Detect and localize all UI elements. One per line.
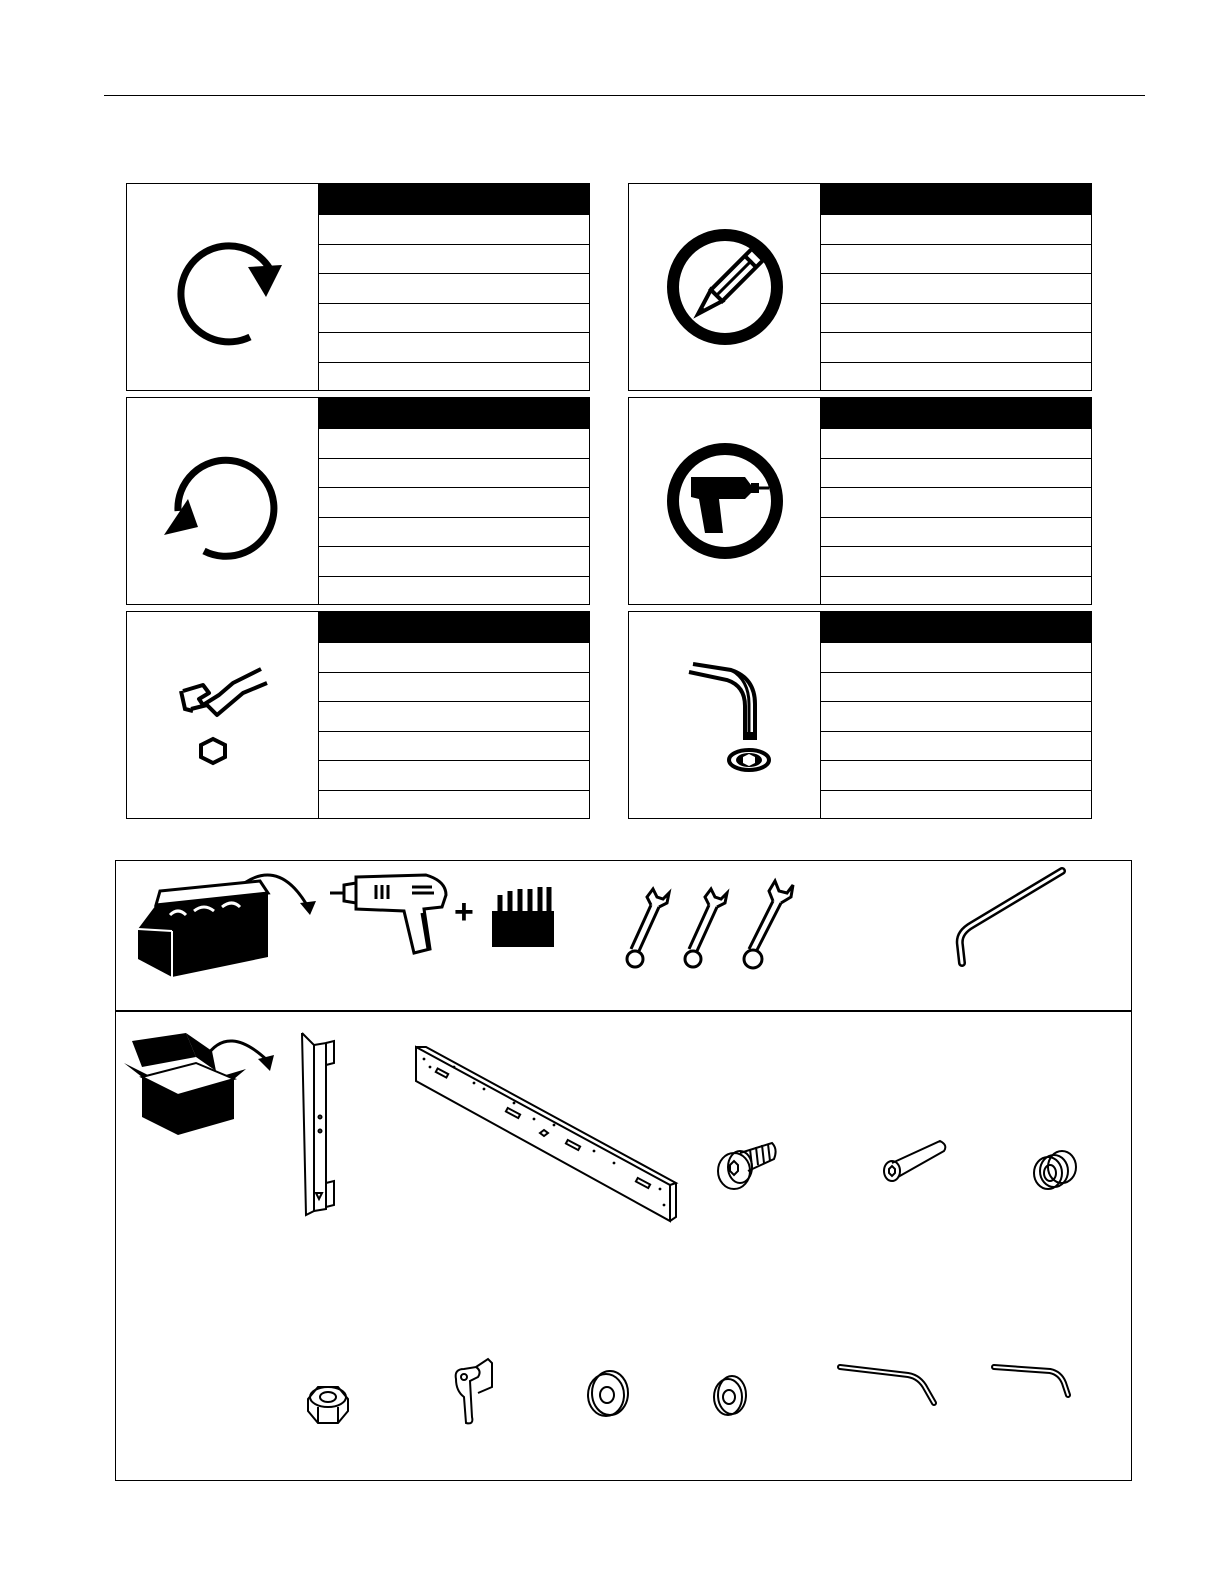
legend-table-row xyxy=(821,244,1091,274)
spacer-icon xyxy=(1028,1147,1084,1197)
legend-table-row xyxy=(821,332,1091,362)
legend-table-row xyxy=(319,790,589,820)
legend-card-loosen xyxy=(126,397,590,605)
horizontal-rail-icon xyxy=(414,1045,680,1225)
legend-card-drill xyxy=(628,397,1092,605)
legend-table xyxy=(821,398,1091,604)
legend-icon-cell xyxy=(127,184,319,390)
legend-table-header xyxy=(319,612,589,642)
short-hex-key-icon xyxy=(990,1361,1074,1401)
clockwise-tighten-icon xyxy=(158,227,288,347)
legend-table-row xyxy=(821,487,1091,517)
legend-table-row xyxy=(821,731,1091,761)
legend-table-row xyxy=(821,642,1091,672)
legend-table xyxy=(319,398,589,604)
legend-table-header xyxy=(821,398,1091,428)
legend-table-row xyxy=(821,517,1091,547)
panel-divider xyxy=(116,1010,1131,1012)
legend-table-row xyxy=(319,303,589,333)
legend-table xyxy=(821,612,1091,818)
legend-card-tighten xyxy=(126,183,590,391)
legend-card-hex-key xyxy=(628,611,1092,819)
tools-parts-panel xyxy=(115,860,1132,1481)
drill-icon xyxy=(665,441,785,561)
counterclockwise-loosen-icon xyxy=(158,441,288,561)
large-washer-icon xyxy=(586,1367,636,1417)
legend-table-row xyxy=(319,576,589,606)
open-box-icon xyxy=(122,1027,292,1137)
legend-table-row xyxy=(319,458,589,488)
legend-table-row xyxy=(821,576,1091,606)
allen-key-icon xyxy=(952,867,1072,967)
legend-table-row xyxy=(319,760,589,790)
toolbox-icon xyxy=(136,861,326,981)
legend-table-row xyxy=(821,672,1091,702)
legend-icon-cell xyxy=(629,612,821,818)
pencil-mark-icon xyxy=(665,227,785,347)
legend-table xyxy=(319,184,589,390)
legend-table-row xyxy=(319,244,589,274)
legend-table-row xyxy=(821,303,1091,333)
legend-table xyxy=(319,612,589,818)
legend-table-row xyxy=(319,517,589,547)
legend-table-row xyxy=(319,546,589,576)
legend-table-row xyxy=(319,487,589,517)
legend-table-row xyxy=(821,214,1091,244)
long-hex-key-icon xyxy=(836,1361,940,1411)
small-washer-icon xyxy=(710,1373,750,1419)
legend-icon-cell xyxy=(127,612,319,818)
legend-table-row xyxy=(319,273,589,303)
button-head-screw-icon xyxy=(714,1141,784,1201)
power-drill-icon xyxy=(328,871,458,961)
legend-table-row xyxy=(821,428,1091,458)
open-end-wrench-icon xyxy=(621,875,801,971)
legend-card-mark xyxy=(628,183,1092,391)
legend-icon-cell xyxy=(629,398,821,604)
legend-table-header xyxy=(821,184,1091,214)
legend-table-row xyxy=(821,760,1091,790)
legend-table xyxy=(821,184,1091,390)
legend-table-row xyxy=(821,458,1091,488)
legend-table-row xyxy=(821,546,1091,576)
legend-card-wrench xyxy=(126,611,590,819)
lock-nut-icon xyxy=(304,1381,354,1427)
hex-key-bolt-icon xyxy=(665,650,785,780)
legend-table-header xyxy=(319,398,589,428)
drill-bit-set-icon xyxy=(492,885,556,947)
legend-icon-cell xyxy=(629,184,821,390)
wrench-hex-nut-icon xyxy=(163,655,283,775)
legend-table-row xyxy=(319,701,589,731)
header-rule xyxy=(104,95,1145,96)
legend-table-header xyxy=(821,612,1091,642)
legend-icon-cell xyxy=(127,398,319,604)
vertical-bracket-icon xyxy=(294,1029,344,1219)
latch-clip-icon xyxy=(452,1357,502,1427)
legend-table-row xyxy=(821,701,1091,731)
legend-table-row xyxy=(319,731,589,761)
socket-bolt-icon xyxy=(880,1139,950,1189)
legend-table-row xyxy=(821,273,1091,303)
legend-table-row xyxy=(319,642,589,672)
legend-table-row xyxy=(319,672,589,702)
legend-table-row xyxy=(319,332,589,362)
legend-table-row xyxy=(319,428,589,458)
legend-table-row xyxy=(319,362,589,392)
legend-table-header xyxy=(319,184,589,214)
legend-table-row xyxy=(319,214,589,244)
legend-table-row xyxy=(821,790,1091,820)
plus-icon: + xyxy=(454,893,474,931)
legend-table-row xyxy=(821,362,1091,392)
